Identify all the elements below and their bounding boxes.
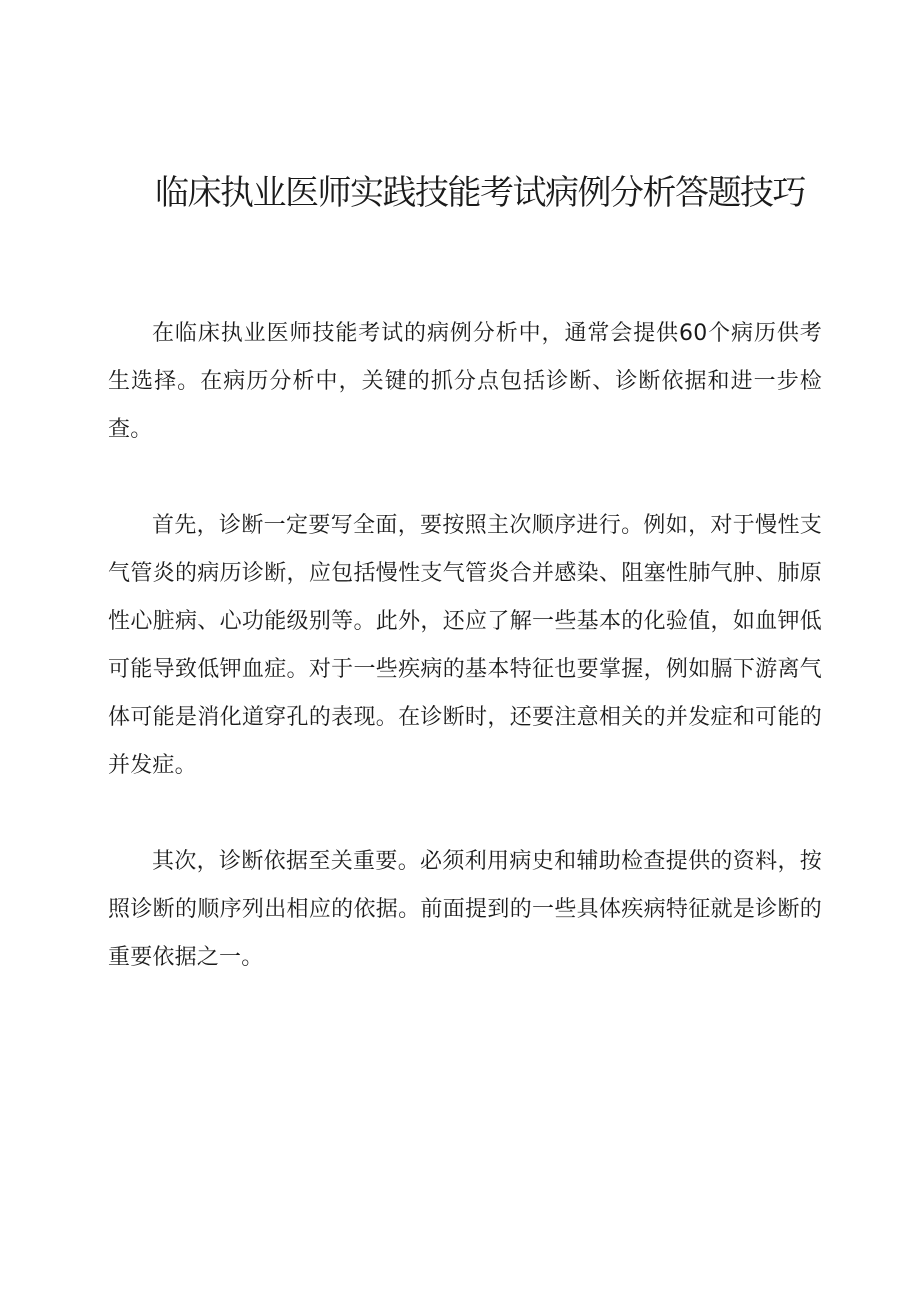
document-title: 临床执业医师实践技能考试病例分析答题技巧 xyxy=(155,173,805,213)
paragraph-intro: 在临床执业医师技能考试的病例分析中，通常会提供60个病历供考生选择。在病历分析中，关键的抓分点包括诊断、诊断依据和进一步检查。 xyxy=(108,321,822,442)
paragraph-diagnosis: 首先，诊断一定要写全面，要按照主次顺序进行。例如，对于慢性支气管炎的病历诊断，应包括慢性支气管炎合并感染、阻塞性肺气肿、肺原性心脏病、心功能级别等。此外，还应了解一些基本的化验值，如血钾低可能导致低钾血症。对于一些疾病的基本特征也要掌握，例如膈下游离气体可能是消化道穿孔的表现。在诊断时，还要注意相关的并发症和可能的并发症。 xyxy=(108,513,822,778)
paragraph-diagnosis-basis: 其次，诊断依据至关重要。必须利用病史和辅助检查提供的资料，按照诊断的顺序列出相应的依据。前面提到的一些具体疾病特征就是诊断的重要依据之一。 xyxy=(108,849,822,970)
